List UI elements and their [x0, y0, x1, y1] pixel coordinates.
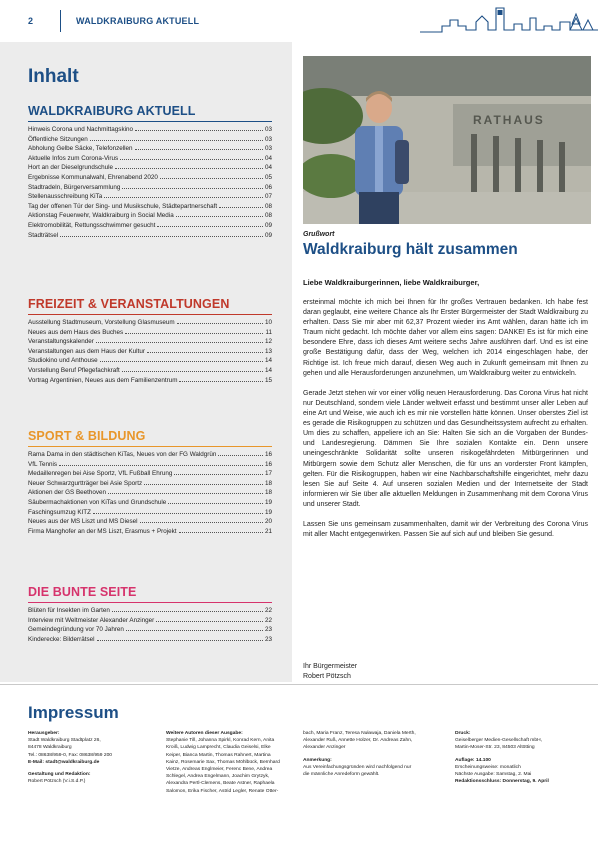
toc-leader-dots	[168, 503, 263, 504]
toc-leader-dots	[179, 532, 263, 533]
toc-entry[interactable]	[28, 498, 272, 508]
toc-entry-title: Ergebnisse Kommunalwahl, Ehrenabend 2020	[28, 173, 158, 181]
toc-entry-title: Veranstaltungskalender	[28, 338, 94, 346]
toc-leader-dots	[122, 188, 263, 189]
impressum-line: Geiselberger Medien-Gesellschaft mbH,	[455, 738, 542, 744]
article-paragraph: Lassen Sie uns gemeinsam zusammenhalten, damit wir der Verbreitung des Corona Virus mit aller Macht entgegenwirken. Passen Sie auf sich auf und bleiben Sie gesund.	[303, 521, 588, 539]
toc-leader-dots	[108, 493, 263, 494]
toc-entry-page: 03	[264, 126, 272, 133]
toc-leader-dots	[179, 381, 263, 382]
impressum-line: Stadt Waldkraiburg Stadtplatz 26,	[28, 738, 101, 744]
article-paragraph: ersteinmal möchte ich mich bei Ihnen für Ihr großes Vertrauen bedanken. Ich habe fest daran geglaubt, eine weitere Chance als Ihr Erster Bürgermeister der Stadt Waldkraiburg zu erhalten. Dass Sie mir aber mit 62,37 Prozent wieder ins Amt wählen, daran hätte ich im Traum nicht gedacht. Ich möchte daher vor allem eins sagen: DANKE! Es ist für mich eine besondere Ehre, dass ich dieses Amt weitere sechs Jahre ausführen darf. Und es ist eine große Bestätigung dafür, dass der Weg, welchen ich 2014 eingeschlagen habe, der Richtige ist. Ich freue mich darauf, diesen Weg auch in Zukunft gemeinsam mit Ihnen zu gehen und alle Herausforderungen anzunehmen, um Waldkraiburg weiter zu entwickeln.	[303, 299, 588, 377]
toc-entry-title: Stadtradeln, Bürgerversammlung	[28, 183, 121, 191]
impressum-line: Alexander Anzinger	[303, 745, 346, 751]
toc-leader-dots	[135, 149, 263, 150]
toc-leader-dots	[218, 455, 263, 456]
city-skyline-icon	[420, 0, 598, 44]
toc-entry-page: 16	[264, 460, 272, 468]
impressum-label: Anmerkung:	[303, 757, 332, 763]
toc-entry[interactable]	[28, 635, 272, 645]
toc-entry-page: 08	[264, 212, 272, 220]
toc-entry[interactable]	[28, 221, 272, 231]
toc-entry-page: 10	[264, 319, 272, 326]
toc-entry-page: 19	[264, 508, 272, 516]
toc-entry-page: 19	[264, 498, 272, 506]
impressum-line: die männliche Anredeform gewählt.	[303, 772, 380, 778]
toc-entry[interactable]	[28, 154, 272, 164]
toc-rule	[28, 121, 272, 122]
toc-entry-title: Neues aus der MS Liszt und MS Diesel	[28, 518, 138, 526]
toc-list	[28, 125, 272, 240]
impressum-column-publisher	[28, 730, 158, 785]
toc-entry[interactable]	[28, 231, 272, 241]
toc-entry-page: 14	[264, 357, 272, 365]
impressum-column-authors	[166, 730, 310, 795]
toc-entry-page: 06	[264, 183, 272, 191]
toc-rule	[28, 602, 272, 603]
impressum-label: Weitere Autoren dieser Ausgabe:	[166, 731, 243, 736]
toc-entry-title: Firma Manghofer an der MS Liszt, Erasmus + Projekt	[28, 527, 177, 535]
impressum-line: Erscheinungsweise: monatlich	[455, 764, 521, 770]
toc-entry-title: Faschingsumzug KITZ	[28, 508, 91, 516]
toc-entry[interactable]	[28, 450, 272, 460]
impressum-title: Impressum	[28, 703, 119, 722]
header-divider	[60, 10, 61, 32]
toc-leader-dots	[100, 361, 263, 362]
toc-entry-title: Vorstellung Beruf Pflegefachkraft	[28, 366, 120, 374]
toc-entry-title: Neuer Schwarzgurtträger bei Asie Sportz	[28, 479, 143, 487]
toc-leader-dots	[174, 474, 263, 475]
toc-leader-dots	[112, 611, 263, 612]
toc-entry[interactable]	[28, 328, 272, 338]
toc-entry-page: 14	[264, 366, 272, 374]
toc-leader-dots	[160, 178, 263, 179]
toc-entry-page: 22	[264, 607, 272, 614]
impressum-line: Robert Pötzsch (V.i.S.d.P.)	[28, 779, 86, 785]
toc-leader-dots	[176, 216, 263, 217]
impressum-line: Vietze, Andreas Englmeier, Ferenc Bene, Andrea	[166, 767, 273, 773]
impressum-label: Herausgeber:	[28, 731, 60, 736]
toc-leader-dots	[122, 371, 263, 372]
toc-leader-dots	[140, 522, 263, 523]
toc-entry-page: 23	[264, 626, 272, 634]
signature-role: Ihr Bürgermeister	[303, 663, 358, 670]
toc-entry-title: Aktionstag Feuerwehr, Waldkraiburg in Social Media	[28, 212, 174, 220]
toc-rule	[28, 446, 272, 447]
impressum-line: Keiper, Bianca Martin, Thomas Rahnert, Martina	[166, 752, 271, 758]
impressum-line: Kroiß, Ludwig Lamprecht, Claudia Geiselsi, Elke	[166, 745, 271, 751]
toc-entry[interactable]	[28, 173, 272, 183]
article-lead: Liebe Waldkraiburgerinnen, liebe Waldkraiburger,	[303, 278, 480, 287]
impressum-line: Alexandra Pertl-Clemens, Beate Astner, Raphaela	[166, 781, 275, 787]
impressum-label: Druck:	[455, 731, 471, 736]
toc-entry-page: 08	[264, 202, 272, 210]
toc-entry-title: Interview mit Weltmeister Alexander Anzinger	[28, 616, 155, 624]
page-number: 2	[28, 16, 34, 26]
impressum-line: Alexander Ruß, Annette Holzer, Dr. Andreas Zahn,	[303, 738, 413, 744]
toc-entry[interactable]	[28, 211, 272, 221]
toc-rule	[28, 314, 272, 315]
toc-leader-dots	[156, 621, 263, 622]
toc-entry[interactable]	[28, 318, 272, 328]
signature-name: Robert Pötzsch	[303, 673, 351, 681]
toc-entry-title: Rama Dama in den städtischen KiTas, Neues von der FG Waldgrün	[28, 451, 217, 458]
toc-entry-title: Stadträtsel	[28, 231, 59, 239]
toc-entry[interactable]	[28, 135, 272, 145]
toc-entry-title: Studiokino und Anthouse	[28, 357, 98, 365]
toc-entry-title: Ausstellung Stadtmuseum, Vorstellung Glasmuseum	[28, 319, 175, 326]
toc-entry-title: Neues aus dem Haus des Buches	[28, 328, 124, 336]
toc-list	[28, 450, 272, 536]
impressum-line: Redaktionsschluss: Donnerstag, 9. April	[455, 779, 549, 785]
toc-entry-title: Kinderecke: Bilderrätsel	[28, 635, 95, 643]
impressum-line: 84478 Waldkraiburg	[28, 745, 72, 751]
toc-entry[interactable]	[28, 192, 272, 202]
toc-entry-page: 20	[264, 518, 272, 526]
toc-leader-dots	[177, 323, 263, 324]
toc-list	[28, 606, 272, 644]
toc-entry-page: 16	[264, 451, 272, 458]
toc-entry-title: Stellenausschreibung KiTa	[28, 193, 103, 201]
toc-entry-title: Vortrag Argentinien, Neues aus dem Familienzentrum	[28, 376, 178, 384]
toc-entry[interactable]	[28, 616, 272, 626]
mayor-photo-illustration	[303, 56, 591, 224]
toc-entry[interactable]	[28, 376, 272, 386]
toc-entry[interactable]	[28, 163, 272, 173]
toc-entry-title: Hinweis Corona und Nachmittagskino	[28, 126, 133, 133]
impressum-column-print	[455, 730, 591, 785]
article-signature	[303, 662, 357, 682]
impressum-line: Schlegel, Andrea Engelmann, Joachim Grytzyk,	[166, 774, 270, 780]
toc-entry[interactable]	[28, 488, 272, 498]
toc-leader-dots	[125, 333, 263, 334]
toc-leader-dots	[115, 168, 263, 169]
toc-heading: WALDKRAIBURG AKTUELL	[28, 104, 196, 118]
toc-entry[interactable]	[28, 144, 272, 154]
toc-entry-page: 17	[264, 470, 272, 478]
toc-entry-page: 11	[265, 328, 272, 336]
toc-entry-page: 04	[264, 154, 272, 162]
impressum-line: Aus Vereinfachungsgründen wird nachfolgend nur	[303, 764, 412, 770]
toc-entry[interactable]	[28, 625, 272, 635]
toc-heading: FREIZEIT & VERANSTALTUNGEN	[28, 297, 230, 311]
toc-entry[interactable]	[28, 606, 272, 616]
toc-entry-page: 07	[264, 193, 272, 201]
toc-entry-page: 15	[264, 376, 272, 384]
toc-entry-title: Medaillenregen bei Aise Sportz, VfL Fußball Ehrung	[28, 470, 173, 478]
toc-leader-dots	[90, 140, 263, 141]
rathaus-sign: RATHAUS	[473, 113, 545, 127]
impressum-line: bach, Maria Franz, Teresa Nuławaja, Daniela Merth,	[303, 731, 416, 736]
toc-entry-title: Elektromobilität, Rettungsschwimmer gesucht	[28, 221, 156, 229]
toc-entry[interactable]	[28, 356, 272, 366]
toc-entry[interactable]	[28, 460, 272, 470]
toc-entry[interactable]	[28, 508, 272, 518]
toc-entry-page: 22	[264, 616, 272, 624]
header-section-label: WALDKRAIBURG AKTUELL	[76, 16, 200, 26]
toc-entry-title: Aktuelle Infos zum Corona-Virus	[28, 154, 119, 162]
toc-leader-dots	[219, 207, 263, 208]
toc-entry-title: Abholung Gelbe Säcke, Telefonzellen	[28, 145, 133, 153]
toc-entry-page: 09	[264, 231, 272, 239]
toc-entry[interactable]	[28, 202, 272, 212]
toc-entry-title: Veranstaltungen aus dem Haus der Kultur	[28, 347, 145, 355]
toc-leader-dots	[97, 640, 263, 641]
toc-section-sport	[28, 429, 272, 536]
toc-entry-page: 09	[264, 221, 272, 229]
impressum-line: Stephanie Till, Johanna Spirkl, Konrad Kern, Anita	[166, 738, 275, 744]
toc-entry-title: Hort an der Dieselgrundschule	[28, 164, 114, 172]
toc-entry-title: VfL Tennis	[28, 460, 58, 468]
toc-section-freizeit	[28, 297, 272, 385]
toc-leader-dots	[96, 342, 263, 343]
impressum-line: Nächste Ausgabe: Samstag, 2. Mai	[455, 772, 532, 778]
toc-entry-page: 12	[264, 338, 272, 346]
toc-entry-title: Tag der offenen Tür der Sing- und Musikschule, Städtepartnerschaft	[28, 202, 218, 210]
toc-entry-page: 21	[264, 527, 272, 535]
article-kicker: Grußwort	[303, 231, 335, 238]
toc-entry-page: 03	[264, 145, 272, 153]
mayor-photo	[303, 56, 591, 224]
toc-section-bunte	[28, 585, 272, 644]
toc-leader-dots	[126, 630, 263, 631]
toc-entry-title: Öffentliche Sitzungen	[28, 135, 88, 143]
toc-section-aktuell	[28, 104, 272, 240]
toc-entry[interactable]	[28, 469, 272, 479]
impressum-line: Salomon, Erika Fischer, Astrid Legler, Renate Otter-	[166, 788, 279, 794]
toc-entry-page: 18	[264, 479, 272, 487]
toc-entry-title: Gemeindegründung vor 70 Jahren	[28, 626, 124, 634]
toc-entry-page: 23	[264, 635, 272, 643]
toc-leader-dots	[135, 130, 263, 131]
toc-heading: DIE BUNTE SEITE	[28, 585, 137, 599]
toc-entry-title: Säubermachaktionen von KiTas und Grundschule	[28, 498, 167, 506]
impressum-column-notes	[303, 730, 443, 778]
page-header	[0, 0, 598, 42]
toc-leader-dots	[93, 513, 263, 514]
toc-list	[28, 318, 272, 385]
toc-entry-page: 03	[264, 135, 272, 143]
toc-leader-dots	[59, 465, 263, 466]
toc-leader-dots	[147, 352, 263, 353]
toc-entry[interactable]	[28, 517, 272, 527]
toc-entry-page: 18	[264, 489, 272, 497]
toc-heading: SPORT & BILDUNG	[28, 429, 146, 443]
toc-entry[interactable]	[28, 347, 272, 357]
article-body	[303, 298, 588, 550]
article-paragraph: Gerade Jetzt stehen wir vor einer völlig neuen Herausforderung. Das Corona Virus hat nicht nur Deutschland, sondern viele Länder weltweit erfasst und bestimmt unser aller Leben auf eine Art und Weise, wie auch ich es mir nie vorstellen hätte können. Unser oberstes Ziel ist es gerade die Risikogruppen zu schützen und das Gesundheitssystem aufrecht zu erhalten. Um dies zu schaffen, appeliere ich an Sie: Halten Sie sich an die Vorgaben der Bundes- und Landesregierung. Dämmen Sie Ihre sozialen Kontakte ein. Denn unsere uneingeschränkte Solidarität sollte unseren risikogefährdeten Mitbürgerinnen und Mitbürgern sowie dem Schutz aller Menschen, die für uns an vorderster Front kämpfen, gelten. Für die Risikogruppen, haben wir eine Nachbarschaftshilfe eingerichtet, mehr dazu lesen Sie auf Seite 4. Auf unseren sozialen Medien und der Internetseite der Stadt informieren wir Sie über alle aktuellen Meldungen in Zusammenhang mit dem Corona Virus und unserer Stadt.	[303, 389, 588, 508]
impressum-divider	[0, 684, 598, 685]
toc-entry[interactable]	[28, 337, 272, 347]
impressum-email: E-Mail: stadt@waldkraiburg.de	[28, 759, 100, 765]
toc-leader-dots	[120, 159, 263, 160]
toc-leader-dots	[60, 236, 263, 237]
toc-entry[interactable]	[28, 479, 272, 489]
toc-entry-page: 13	[264, 347, 272, 355]
impressum-line: Kainz, Rosemarie Sax, Thomas Möhlbück, Bernhard	[166, 759, 280, 765]
toc-entry-title: Aktionen der GS Beethoven	[28, 489, 107, 497]
toc-leader-dots	[144, 484, 263, 485]
toc-entry-title: Blüten für Insekten im Garten	[28, 607, 110, 614]
toc-entry[interactable]	[28, 125, 272, 135]
impressum-label: Auflage: 14.100	[455, 757, 491, 763]
impressum-label: Gestaltung und Redaktion:	[28, 772, 91, 778]
toc-entry[interactable]	[28, 183, 272, 193]
toc-leader-dots	[104, 197, 263, 198]
toc-entry[interactable]	[28, 527, 272, 537]
toc-title: Inhalt	[28, 66, 79, 87]
toc-entry[interactable]	[28, 366, 272, 376]
impressum-line: Tel.: 08638/959-0, Fax: 08638/959 200	[28, 752, 113, 758]
toc-entry-page: 05	[264, 173, 272, 181]
impressum-line: Martin-Moser-Str. 23, 84503 Altötting	[455, 745, 535, 751]
toc-entry-page: 04	[264, 164, 272, 172]
article-title: Waldkraiburg hält zusammen	[303, 241, 518, 258]
toc-leader-dots	[157, 226, 263, 227]
